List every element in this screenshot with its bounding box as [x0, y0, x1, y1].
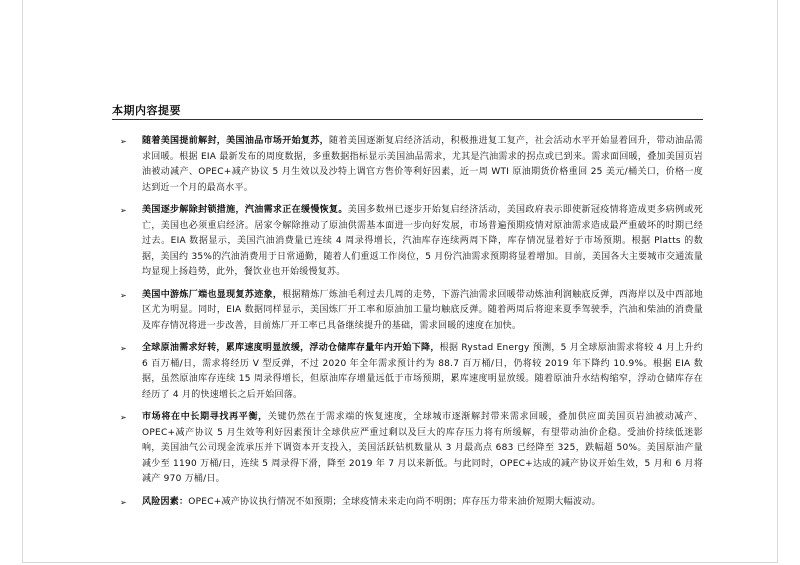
list-item — [120, 495, 703, 511]
bullet-lead: 美国逐步解除封锁措施，汽油需求正在缓慢恢复。 — [142, 205, 348, 215]
arrow-bullet-icon: ➢ — [120, 206, 127, 215]
bullet-text: 美国多数州已逐步开始复启经济活动，美国政府表示即使新冠疫情将造成更多病例或死亡，美国也必须重启经济。居家令解除推动了原油供需基本面进一步向好发展，市场普遍预期疫情对原油需求造成最严重破坏的时期已经过去。EIA 数据显示，美国汽油消费量已连续 4 周录得增长，汽油库存连续两周下降，库存情况显着好于市场预期。根据 Platts 的数据，美国约 35%的汽油消费用于日常通勤，随着人们重返工作岗位，5 月份汽油需求预期将显着增加。目前，美国各大主要城市交通流量均显现上扬趋势，此外，餐饮业也开始缓慢复苏。 — [142, 205, 703, 277]
bullet-text: 随着美国逐渐复启经济活动，积极推进复工复产，社会活动水平开始显着回升，带动油品需求回暖。根据 EIA 最新发布的周度数据，多重数据指标显示美国油品需求，尤其是汽油需求的拐点或已到来。需求面回暖，叠加美国页岩油被动减产、OPEC+减产协议 5 月生效以及沙特上调官方售价等利好因素，近一周 WTI 原油期货价格重回 25 美元/桶关口，价格一度达到近一个月的最高水平。 — [142, 136, 703, 193]
bullet-lead: 风险因素： — [142, 496, 189, 507]
bullet-lead: 全球原油需求好转，累库速度明显放缓，浮动仓储库存量年内开始下降， — [142, 343, 440, 353]
list-item — [120, 134, 703, 196]
bullet-lead: 美国中游炼厂端也显现复苏迹象， — [142, 289, 283, 300]
list-item — [120, 203, 703, 281]
bullet-lead: 市场将在中长期寻找再平衡， — [142, 412, 268, 422]
list-item — [120, 288, 703, 335]
arrow-bullet-icon: ➢ — [120, 413, 127, 422]
bullet-text: 根据精炼厂炼油毛利过去几周的走势，下游汽油需求回暖带动炼油利润触底反弹，西海岸以及中西部地区尤为明显。同时，EIA 数据同样显示，美国炼厂开工率和原油加工量均触底反弹。随着两周后将迎来夏季驾驶季，汽油和柴油的消费量及库存情况将进一步改善，目前炼厂开工率已具备继续提升的基础，需求回暖的速度在加快。 — [142, 289, 703, 331]
arrow-bullet-icon: ➢ — [120, 137, 127, 146]
arrow-bullet-icon: ➢ — [120, 290, 127, 300]
list-item — [120, 410, 703, 488]
bullet-text: OPEC+减产协议执行情况不如预期；全球疫情未来走向尚不明朗；库存压力带来油价短期大幅波动。 — [188, 496, 601, 507]
bullet-text: 根据 Rystad Energy 预测，5 月全球原油需求将较 4 月上升约 6 百万桶/日，需求将经历 V 型反弹，不过 2020 年全年需求预计约为 88.7 百万桶/日，仍将较 2019 年下降约 10.9%。根据 EIA 数据，虽然原油库存连续 15 周录得增长，但原油库存增量远低于市场预期，累库速度明显放缓。随着原油升水结构缩窄，浮动仓储库存在经历了 4 月的快速增长之后开始回落。 — [142, 343, 703, 400]
arrow-bullet-icon: ➢ — [120, 344, 127, 353]
section-title: 本期内容提要 — [112, 104, 181, 117]
list-item — [120, 341, 703, 403]
bullet-lead: 随着美国提前解封，美国油品市场开始复苏， — [142, 136, 330, 146]
summary-list — [120, 134, 703, 517]
bullet-text: 关键仍然在于需求端的恢复速度，全球城市逐渐解封带来需求回暖，叠加供应面美国页岩油被动减产、OPEC+减产协议 5 月生效等利好因素预计全球供应严重过剩以及巨大的库存压力将有所缓解，有望带动油价企稳。受油价持续低迷影响，美国油气公司现金流承压并下调资本开支投入，美国活跃钻机数量从 3 月最高点 683 已经降至 325，跌幅超 50%。美国原油产量减少至 1190 万桶/日，连续 5 周录得下滑，降至 2019 年 7 月以来新低。与此同时，OPEC+达成的减产协议开始生效，5 月和 6 月将减产 970 万桶/日。 — [142, 412, 703, 484]
arrow-bullet-icon: ➢ — [120, 497, 127, 507]
title-divider — [112, 119, 703, 120]
